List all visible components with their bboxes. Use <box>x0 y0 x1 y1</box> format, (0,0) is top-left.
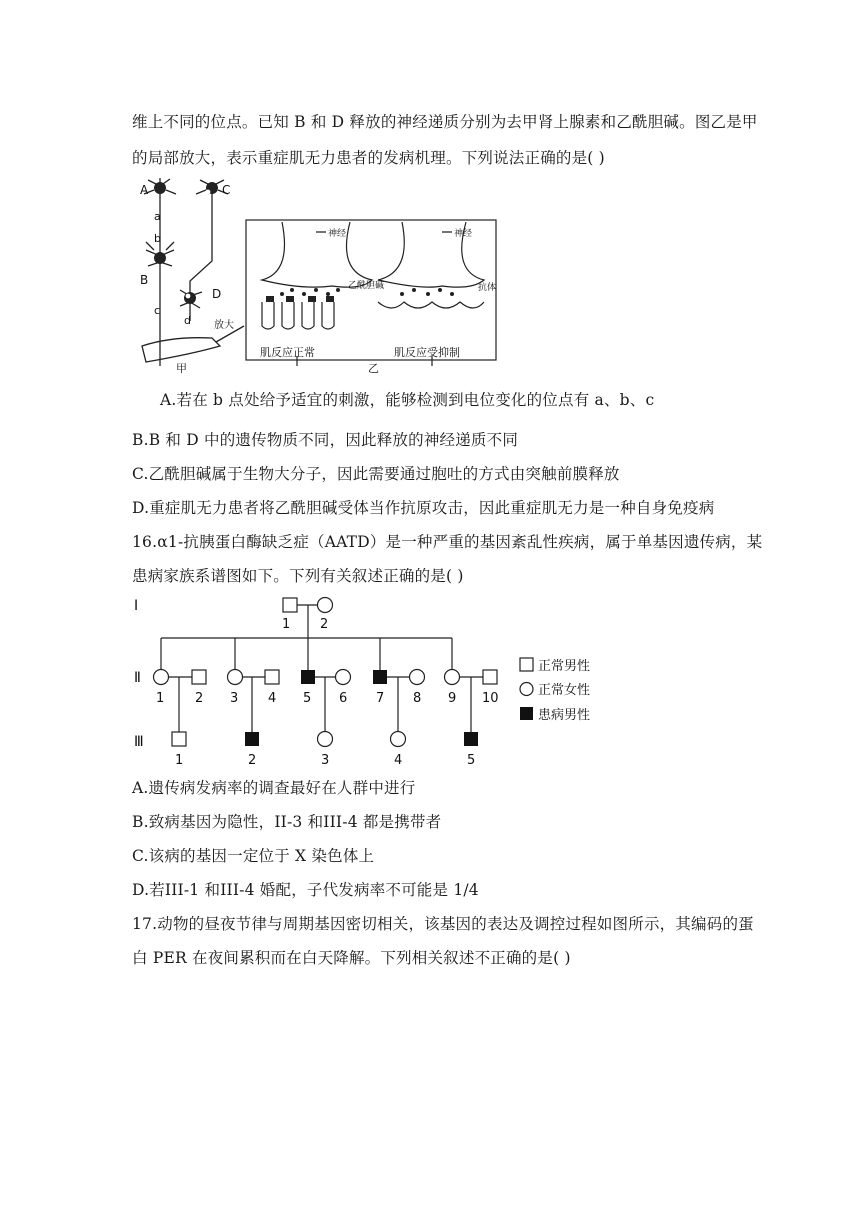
q16-text-line1: 16.α1-抗胰蛋白酶缺乏症（AATD）是一种严重的基因紊乱性疾病，属于单基因遗传病，某 <box>132 533 763 551</box>
q16-option-a: A.遗传病发病率的调查最好在人群中进行 <box>132 779 416 797</box>
legend-normal-male: 正常男性 <box>538 659 591 674</box>
g2-num-8: 8 <box>413 691 422 706</box>
label-inhibited: 肌反应受抑制 <box>394 346 460 359</box>
q15-option-d: D.重症肌无力患者将乙酰胆碱受体当作抗原攻击，因此重症肌无力是一种自身免疫病 <box>132 499 715 517</box>
label-a: a <box>154 210 161 223</box>
label-B: B <box>140 273 149 287</box>
label-D: D <box>212 287 222 301</box>
q15-text-line2: 的局部放大，表示重症肌无力患者的发病机理。下列说法正确的是( ) <box>132 149 605 167</box>
q16-option-c: C.该病的基因一定位于 X 染色体上 <box>132 847 375 865</box>
label-b: b <box>154 232 161 245</box>
q16-text-line2: 患病家族系谱图如下。下列有关叙述正确的是( ) <box>132 567 464 585</box>
legend-affected-male: 患病男性 <box>538 708 591 723</box>
gen-label-1: Ⅰ <box>134 598 139 614</box>
q15-text-line1: 维上不同的位点。已知 B 和 D 释放的神经递质分别为去甲肾上腺素和乙酰胆碱。图乙是甲 <box>132 113 758 131</box>
g2-num-5: 5 <box>303 691 312 706</box>
g3-num-3: 3 <box>321 753 330 768</box>
label-nerve-left: 神经 <box>328 229 347 239</box>
g2-num-7: 7 <box>376 691 385 706</box>
gen-label-3: Ⅲ <box>134 734 144 750</box>
q16-option-d: D.若III-1 和III-4 婚配，子代发病率不可能是 1/4 <box>132 881 479 899</box>
label-A: A <box>140 183 149 197</box>
g3-num-4: 4 <box>394 753 403 768</box>
label-antibody: 抗体 <box>478 283 497 293</box>
g2-num-3: 3 <box>230 691 239 706</box>
g2-num-6: 6 <box>339 691 348 706</box>
g3-num-2: 2 <box>248 753 257 768</box>
label-enlarge: 放大 <box>214 320 234 331</box>
g3-num-1: 1 <box>175 753 184 768</box>
label-nerve-right: 神经 <box>454 229 473 239</box>
g2-num-1: 1 <box>156 691 165 706</box>
pedigree-chart <box>132 592 622 770</box>
g2-num-2: 2 <box>195 691 204 706</box>
g2-num-4: 4 <box>268 691 277 706</box>
gen-label-2: Ⅱ <box>134 670 141 686</box>
q15-option-a: A.若在 b 点处给予适宜的刺激，能够检测到电位变化的位点有 a、b、c <box>160 391 655 409</box>
g1-num-2: 2 <box>320 617 329 632</box>
legend-normal-female: 正常女性 <box>538 683 591 698</box>
g1-num-1: 1 <box>282 617 291 632</box>
q15-option-b: B.B 和 D 中的遗传物质不同，因此释放的神经递质不同 <box>132 431 519 449</box>
g3-num-5: 5 <box>467 753 476 768</box>
q15-option-c: C.乙酰胆碱属于生物大分子，因此需要通过胞吐的方式由突触前膜释放 <box>132 465 620 483</box>
label-jia: 甲 <box>176 362 187 375</box>
label-ach: 乙酰胆碱 <box>348 281 385 291</box>
g2-num-10: 10 <box>482 691 499 706</box>
q17-text-line2: 白 PER 在夜间累积而在白天降解。下列相关叙述不正确的是( ) <box>132 949 571 967</box>
q17-text-line1: 17.动物的昼夜节律与周期基因密切相关，该基因的表达及调控过程如图所示，其编码的蛋 <box>132 915 754 933</box>
label-c: c <box>154 304 161 317</box>
neuron-synapse-figure <box>132 176 502 376</box>
q16-option-b: B.致病基因为隐性，II-3 和III-4 都是携带者 <box>132 813 442 831</box>
label-yi: 乙 <box>368 362 379 375</box>
label-C: C <box>222 183 231 197</box>
label-d: d <box>184 314 191 327</box>
g2-num-9: 9 <box>448 691 457 706</box>
label-normal: 肌反应正常 <box>260 346 315 359</box>
